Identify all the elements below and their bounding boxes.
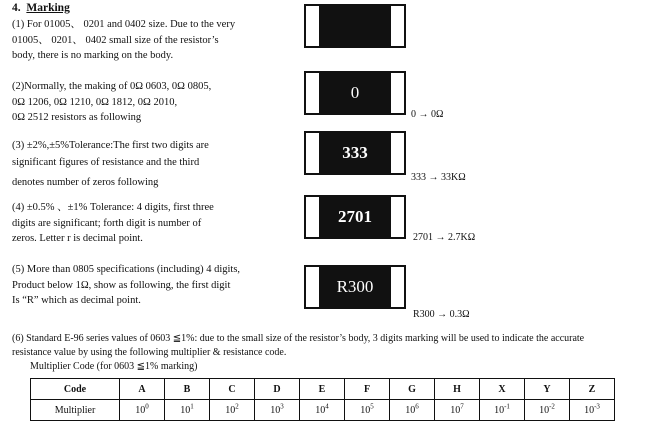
multiplier-cell xyxy=(480,400,525,421)
table-header-cell: Code xyxy=(31,379,120,400)
multiplier-exponent: 3 xyxy=(280,402,284,411)
example-r300: R300 → 0.3Ω xyxy=(413,309,470,320)
text-line: (6) Standard E-96 series values of 0603 ≦1%: due to the small size of the resistor’s body, 3 digits marking will be used to indicate the accurate xyxy=(12,333,585,344)
table-header-cell: C xyxy=(210,379,255,400)
resistor-terminal xyxy=(305,266,320,308)
text-line: body, there is no marking on the body. xyxy=(12,50,174,61)
multiplier-exponent: -3 xyxy=(594,402,600,411)
table-header-cell: G xyxy=(390,379,435,400)
multiplier-base: 10 xyxy=(360,404,371,416)
multiplier-cell xyxy=(570,400,615,421)
resistor-2701 xyxy=(304,195,406,239)
multiplier-exponent: 2 xyxy=(235,402,239,411)
multiplier-base: 10 xyxy=(135,404,146,416)
multiplier-cell xyxy=(525,400,570,421)
resistor-terminal xyxy=(305,132,320,174)
multiplier-table xyxy=(30,378,615,421)
table-header-cell: H xyxy=(435,379,480,400)
text-line: (4) ±0.5% 、±1% Tolerance: 4 digits, first three xyxy=(12,202,214,213)
multiplier-base: 10 xyxy=(405,404,416,416)
example-2701: 2701 → 2.7KΩ xyxy=(413,232,476,243)
text-line: 0Ω 1206, 0Ω 1210, 0Ω 1812, 0Ω 2010, xyxy=(12,96,178,108)
multiplier-exponent: 0 xyxy=(145,402,149,411)
text-line: denotes number of zeros following xyxy=(12,177,159,188)
resistor-blank xyxy=(304,4,406,48)
table-header-row xyxy=(31,379,615,400)
section-3 xyxy=(12,138,209,192)
table-header-cell: D xyxy=(255,379,300,400)
text-line: digits are significant; forth digit is number of xyxy=(12,217,202,229)
example-333: 333 → 33KΩ xyxy=(411,172,466,183)
multiplier-cell xyxy=(255,400,300,421)
table-header-cell: Z xyxy=(570,379,615,400)
multiplier-base: 10 xyxy=(539,404,550,416)
multiplier-exponent: -1 xyxy=(504,402,510,411)
resistor-terminal xyxy=(305,5,320,47)
text-line: 01005、 0201、 0402 small size of the resistor’s xyxy=(12,34,219,46)
multiplier-cell xyxy=(435,400,480,421)
section-2 xyxy=(12,79,211,126)
resistor-terminal xyxy=(390,72,405,114)
multiplier-base: 10 xyxy=(584,404,595,416)
resistor-r300 xyxy=(304,265,406,309)
multiplier-caption: Multiplier Code (for 0603 ≦1% marking) xyxy=(30,361,198,372)
table-row-label: Multiplier xyxy=(31,400,120,421)
resistor-0 xyxy=(304,71,406,115)
resistor-terminal xyxy=(390,196,405,238)
multiplier-base: 10 xyxy=(494,404,505,416)
section-5 xyxy=(12,262,240,309)
section-heading xyxy=(12,2,70,14)
resistor-terminal xyxy=(390,132,405,174)
table-header-cell: B xyxy=(165,379,210,400)
resistor-terminal xyxy=(390,5,405,47)
multiplier-base: 10 xyxy=(270,404,281,416)
multiplier-exponent: 7 xyxy=(460,402,464,411)
heading-title: Marking xyxy=(26,2,70,14)
multiplier-base: 10 xyxy=(450,404,461,416)
table-header-cell: X xyxy=(480,379,525,400)
section-4 xyxy=(12,200,214,247)
multiplier-exponent: 6 xyxy=(415,402,419,411)
section-6 xyxy=(12,332,584,359)
multiplier-cell xyxy=(345,400,390,421)
resistor-code: 0 xyxy=(350,83,360,102)
table-row xyxy=(31,400,615,421)
multiplier-exponent: -2 xyxy=(549,402,555,411)
resistor-terminal xyxy=(390,266,405,308)
text-line: 0Ω 2512 resistors as following xyxy=(12,112,142,123)
resistor-code: R300 xyxy=(336,277,374,296)
text-line: Product below 1Ω, show as following, the first digit xyxy=(12,279,231,291)
multiplier-base: 10 xyxy=(225,404,236,416)
table-header-cell: E xyxy=(300,379,345,400)
multiplier-base: 10 xyxy=(180,404,191,416)
text-line: significant figures of resistance and the third xyxy=(12,156,200,168)
multiplier-cell xyxy=(165,400,210,421)
heading-number: 4. xyxy=(12,2,21,14)
multiplier-cell xyxy=(390,400,435,421)
text-line: (1) For 01005、 0201 and 0402 size. Due to the very xyxy=(12,19,236,30)
example-0: 0 → 0Ω xyxy=(411,109,444,120)
resistor-333 xyxy=(304,131,406,175)
multiplier-exponent: 4 xyxy=(325,402,329,411)
resistor-terminal xyxy=(305,196,320,238)
multiplier-cell xyxy=(300,400,345,421)
text-line: (3) ±2%,±5%Tolerance:The first two digits are xyxy=(12,140,209,151)
multiplier-exponent: 1 xyxy=(190,402,194,411)
resistor-code: 333 xyxy=(342,143,368,162)
multiplier-base: 10 xyxy=(315,404,326,416)
section-1 xyxy=(12,17,235,64)
text-line: zeros. Letter r is decimal point. xyxy=(12,233,143,244)
table-header-cell: F xyxy=(345,379,390,400)
text-line: resistance value by using the following multiplier & resistance code. xyxy=(12,346,287,358)
table-header-cell: A xyxy=(120,379,165,400)
multiplier-cell xyxy=(210,400,255,421)
text-line: (5) More than 0805 specifications (including) 4 digits, xyxy=(12,264,241,275)
multiplier-cell xyxy=(120,400,165,421)
multiplier-exponent: 5 xyxy=(370,402,374,411)
resistor-code: 2701 xyxy=(338,207,372,226)
table-header-cell: Y xyxy=(525,379,570,400)
text-line: Is “R” which as decimal point. xyxy=(12,295,141,306)
text-line: (2)Normally, the making of 0Ω 0603, 0Ω 0805, xyxy=(12,81,212,92)
resistor-terminal xyxy=(305,72,320,114)
